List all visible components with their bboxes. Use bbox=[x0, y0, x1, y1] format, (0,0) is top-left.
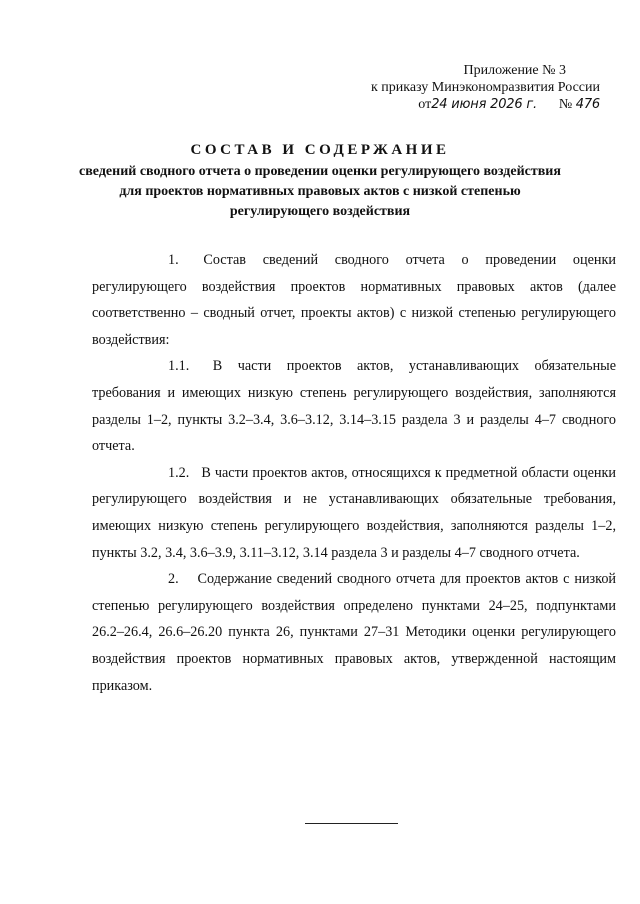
paragraph-1 bbox=[92, 247, 616, 353]
order-reference: к приказу Минэкономразвития России bbox=[370, 80, 600, 95]
handwritten-number: 476 bbox=[575, 97, 600, 112]
end-of-document-rule bbox=[305, 823, 398, 824]
paragraph-1-2-number: 1.2. bbox=[168, 464, 190, 481]
title-subtitle-line-2: для проектов нормативных правовых актов с низкой степенью bbox=[119, 184, 521, 199]
paragraph-2-text: Содержание сведений сводного отчета для проектов актов с низкой степенью регулирующего воздействия определено пунктами 24–25, подпунктами 26.2–26.4, 26.6–26.20 пункта 26, пунктами 27–31 Методики оценки регулирующего воздействия проектов нормативных правовых актов, утвержденной настоящим приказом. bbox=[92, 571, 617, 694]
paragraph-2-number: 2. bbox=[168, 571, 179, 588]
date-prefix: от bbox=[418, 97, 432, 112]
paragraph-1-2 bbox=[92, 460, 616, 566]
title-subtitle-line-3: регулирующего воздействия bbox=[229, 204, 411, 219]
number-prefix: № bbox=[558, 97, 573, 112]
handwritten-date: 24 июня 2026 г. bbox=[431, 97, 537, 112]
paragraph-1-2-text: В части проектов актов, относящихся к предметной области оценки регулирующего воздействия и не устанавливающих обязательные требования, имеющих низкую степень регулирующего воздействия, заполняются разделы 1–2, пункты 3.2, 3.4, 3.6–3.9, 3.11–3.12, 3.14 раздела 3 и разделы 4–7 сводного отчета. bbox=[92, 464, 617, 561]
paragraph-1-text: Состав сведений сводного отчета о проведении оценки регулирующего воздействия проектов нормативных правовых актов (далее соответственно – сводный отчет, проекты актов) с низкой степенью регулирующего воздействия: bbox=[92, 252, 616, 348]
paragraph-1-1 bbox=[92, 353, 616, 459]
title-main: СОСТАВ И СОДЕРЖАНИЕ bbox=[190, 142, 450, 158]
paragraph-1-number: 1. bbox=[168, 252, 179, 268]
paragraph-1-1-text: В части проектов актов, устанавливающих обязательные требования и имеющих низкую степень регулирующего воздействия, заполняются разделы 1–2, пункты 3.2–3.4, 3.6–3.12, 3.14–3.15 раздела 3 и разделы 4–7 сводного отчета. bbox=[92, 358, 616, 455]
title-subtitle-line-1: сведений сводного отчета о проведении оценки регулирующего воздействия bbox=[79, 164, 561, 179]
appendix-label: Приложение № 3 bbox=[463, 63, 566, 78]
paragraph-1-1-number: 1.1. bbox=[168, 358, 190, 375]
paragraph-2 bbox=[92, 566, 616, 699]
document-title bbox=[60, 140, 580, 222]
document-body bbox=[92, 247, 616, 699]
appendix-header bbox=[360, 62, 600, 113]
order-date-number-row bbox=[360, 96, 600, 113]
